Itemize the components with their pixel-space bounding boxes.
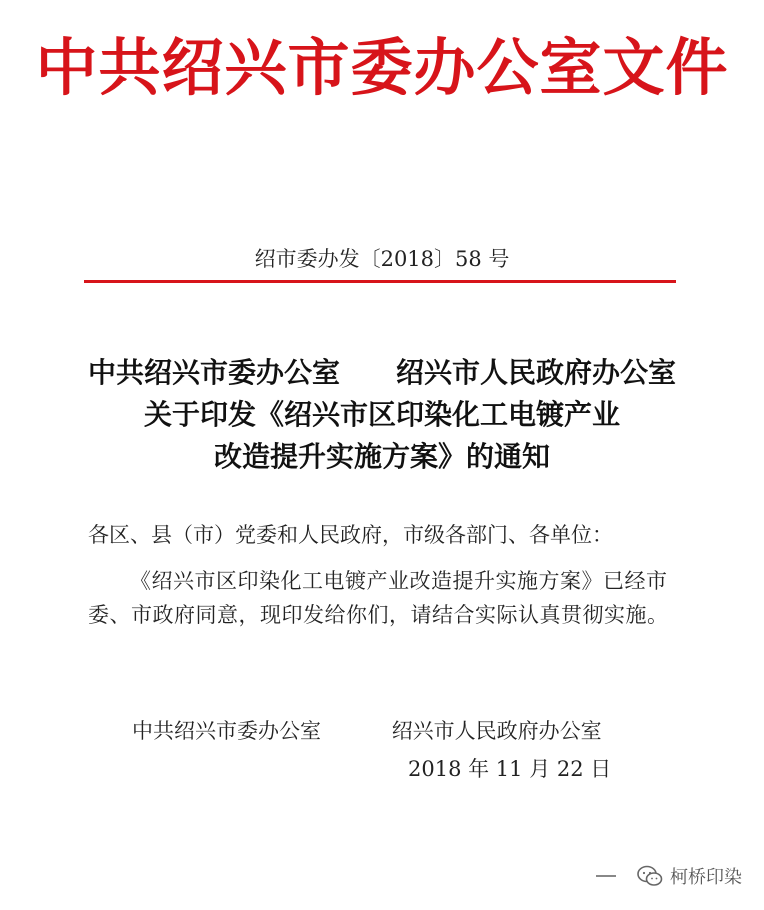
title-line-2: 关于印发《绍兴市区印染化工电镀产业 — [143, 398, 620, 431]
watermark-dash — [596, 875, 616, 877]
signer-government-office: 绍兴市人民政府办公室 — [391, 719, 602, 743]
title-line-3: 改造提升实施方案》的通知 — [213, 440, 550, 473]
body-paragraph: 《绍兴市区印染化工电镀产业改造提升实施方案》已经市委、市政府同意，现印发给你们，请结合实际认真贯彻实施。 — [88, 569, 669, 627]
watermark-text: 柯桥印染 — [670, 867, 742, 888]
salutation: 各区、县（市）党委和人民政府，市级各部门、各单位： — [88, 523, 613, 547]
document-number: 绍市委办发〔2018〕58 号 — [254, 247, 510, 271]
signer-party-office: 中共绍兴市委办公室 — [132, 719, 321, 743]
signers — [132, 714, 602, 748]
wechat-watermark — [596, 860, 742, 892]
title-line-1: 中共绍兴市委办公室 绍兴市人民政府办公室 — [87, 356, 676, 389]
wechat-icon — [636, 864, 664, 888]
issue-date: 2018 年 11 月 22 日 — [408, 757, 612, 781]
document-title — [0, 352, 764, 478]
red-divider-line — [84, 280, 676, 283]
document-masthead: 中共绍兴市委办公室文件 — [35, 31, 729, 104]
